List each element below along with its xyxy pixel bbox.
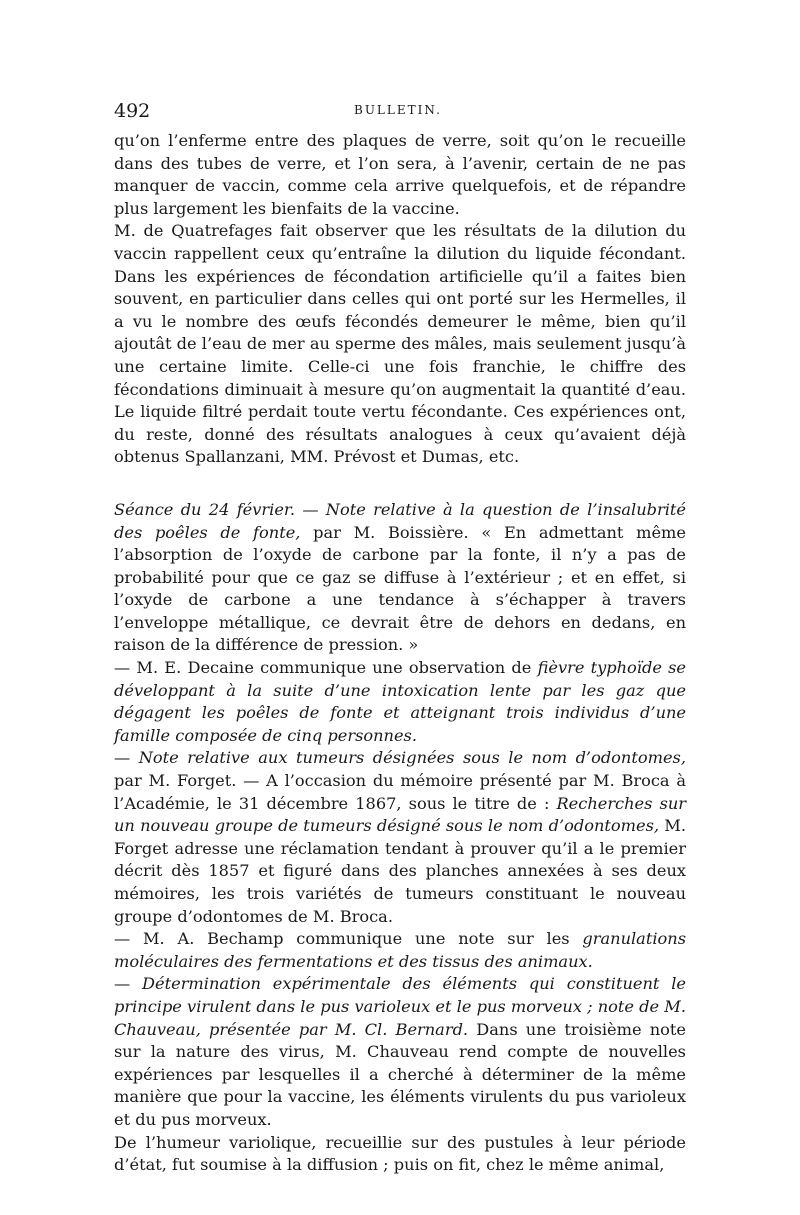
forget-text-1: par M. Forget. — A l’occasion du mémoire présenté par M. Broca à l’Académie, le 31 décembre 1867, sous le titre de : — [114, 771, 686, 813]
paragraph-quatrefages: M. de Quatrefages fait observer que les résultats de la dilution du vaccin rappellent ceux qu’entraîne la dilution du liquide fécondant. Dans les expériences de fécondation artificielle qu’il a faites bien souvent, en particulier dans celles qui ont porté sur les Hermelles, il a vu le nombre des œufs fécondés demeurer le même, bien qu’il ajoutât de l’eau de mer au sperme des mâles, mais seulement jusqu’à une certaine limite. Celle-ci une fois franchie, le chiffre des fécondations diminuait à mesure qu’on augmentait la quantité d’eau. Le liquide filtré perdait toute vertu fécondante. Ces expériences ont, du reste, donné des résultats analogues à ceux qu’avaient déjà obtenus Spallanzani, MM. Prévost et Dumas, etc. — [114, 221, 686, 467]
page — [114, 100, 686, 1177]
paragraph-chauveau — [114, 973, 686, 1131]
decaine-title: fièvre typhoïde se développant à la suite d’une intoxication lente par les gaz que dégagent les poêles de fonte et atteignant trois individus d’une famille composée de cinq personnes. — [114, 658, 687, 745]
paragraph-forget — [114, 747, 686, 928]
decaine-text: — M. E. Decaine communique une observation de — [114, 658, 538, 678]
bechamp-title: granulations moléculaires des fermentations et des tissus des animaux. — [114, 929, 686, 971]
running-title: BULLETIN. — [354, 103, 442, 117]
paragraph-decaine — [114, 657, 686, 747]
section-gap — [114, 469, 686, 499]
paragraph-seance-boissiere — [114, 499, 686, 657]
chauveau-title: Détermination expérimentale des éléments qui constituent le principe virulent dans le pus varioleux et le pus morveux ; note de M. Chauveau, présentée par M. Cl. Bernard. — [114, 974, 686, 1039]
chauveau-dash: — — [114, 974, 143, 994]
forget-dash: — — [114, 748, 139, 768]
page-number: 492 — [114, 100, 151, 122]
boissiere-text: par M. Boissière. « En admettant même l’absorption de l’oxyde de carbone par la fonte, il n’y a pas de probabilité pour que ce gaz se diffuse à l’extérieur ; et en effet, si l’oxyde de carbone a une tendance à s’échapper à travers l’enveloppe métallique, ce devrait être de dehors en dedans, en raison de la différence de pression. » — [114, 522, 686, 655]
broca-work-title: Recherches sur un nouveau groupe de tumeurs désigné sous le nom d’odontomes, — [114, 793, 686, 836]
paragraph-variolic-humor: De l’humeur variolique, recueillie sur des pustules à leur période d’état, fut soumise à la diffusion ; puis on fit, chez le même animal, — [114, 1132, 686, 1175]
paragraph-bechamp — [114, 928, 686, 973]
forget-text-2: M. Forget adresse une réclamation tendant à prouver qu’il a le premier décrit dès 1857 et figuré dans des planches annexées à ses deux mémoires, les trois variétés de tumeurs constituant le nouveau groupe d’odontomes de M. Broca. — [114, 816, 686, 926]
seance-title: Séance du 24 février. — Note relative à la question de l’insalubrité des poêles de fonte, — [114, 499, 686, 542]
forget-note-title: Note relative aux tumeurs désignées sous le nom d’odontomes, — [138, 748, 686, 768]
paragraph-vaccine-conclusion: qu’on l’enferme entre des plaques de verre, soit qu’on le recueille dans des tubes de verre, et l’on sera, à l’avenir, certain de ne pas manquer de vaccin, comme cela arrive quelquefois, et de répandre plus largement les bienfaits de la vaccine. — [114, 131, 686, 218]
chauveau-text: Dans une troisième note sur la nature des virus, M. Chauveau rend compte de nouvelles expériences par lesquelles il a cherché à déterminer de la même manière que pour la vaccine, les éléments virulents du pus varioleux et du pus morveux. — [114, 1019, 687, 1129]
bechamp-text: — M. A. Bechamp communique une note sur les — [114, 929, 583, 949]
page-header — [114, 100, 686, 130]
